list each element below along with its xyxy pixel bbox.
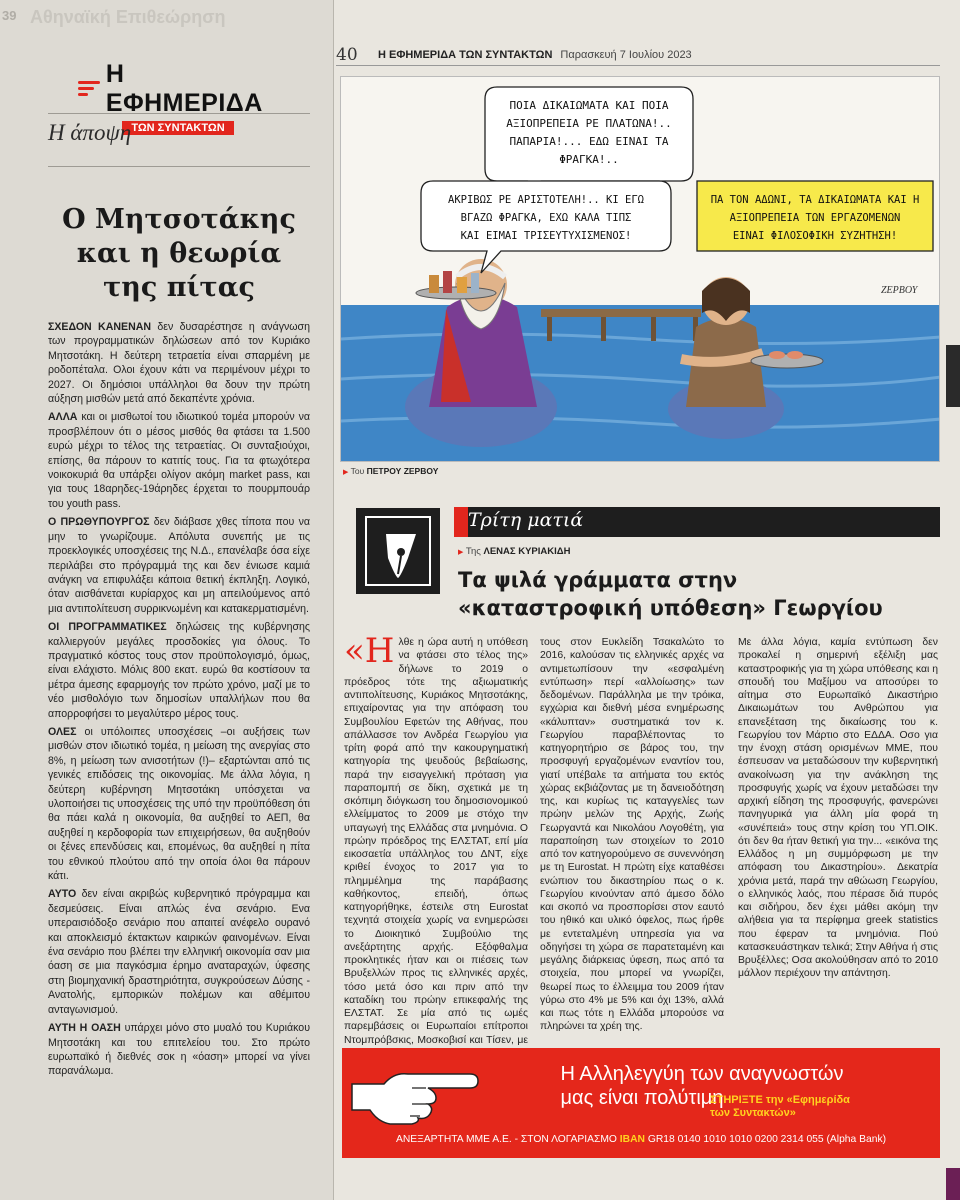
cartoon <box>340 76 940 462</box>
article-column-2: τους στον Ευκλείδη Τσακαλώτο το 2016, καλούσαν τις ελληνικές αρχές να αντιμετωπίσουν την «εσφαλμένη εντύπωση» περί «αλλοίωσης» των δεδομένων. Παράλληλα με την τρόικα, εγχώρια και διεθνή μέσα ενημέρωσης «κάλυπταν» συστηματικά τον κ. Γεωργίου παραβλέποντας το κατηγορητήριο σε βάρος του, την προσφυγή εργαζομένων εναντίον του, γιατί υπέβαλε τα αιτήματα του εκτός χώρας εκβιάζοντας με τη δανειοδότηση της, και κυρίως τις καταγγελίες των πρώην μελών της Αρχής, Ζωής Γεωργαντά και Νικολάου Λογοθέτη, για παραποίηση των στοιχείων το 2010 από τον κατηγορούμενο σε συνεννόηση με τη Eurostat. Η πρώτη είχε καταθέσει ενώπιον του δικαστηρίου πως ο κ. Γεωργίου κινούνταν από άμεσο δόλο και σκοπό να προσπορίσει στον εαυτό του ηθικό και υλικό όφελος, πως ήρθε με εντεταλμένη υπηρεσία για να οδηγήσει τη χώρα σε παρατεταμένη και μεγάλης διάρκειας ύφεση, πως από τα στοιχεία, που μπορεί να γνωρίζει, θεωρεί πως το έλλειμμα του 2009 ήταν γύρω στο 4% με 5% και όχι 13%, αλλά και πως τότε η Ελλάδα μπορούσε να πληρώνει τα χρέη της. <box>540 637 724 1033</box>
article-byline: ▶ Της ΛΕΝΑΣ ΚΥΡΙΑΚΙΔΗ <box>458 546 571 557</box>
paragraph: ΟΛΕΣ οι υπόλοιπες υποσχέσεις –οι αυξήσεις των μισθών στον ιδιωτικό τομέα, η μείωση της ανεργίας στο 8%, η μείωση των ανισοτήτων (!)– εξαρτώνται από τις γενικές επιδόσεις της οικονομίας. Με άλλα λόγια, η δεύτερη κυβέρνηση Μητσοτάκη υπόσχεται να υλοποιήσει τις υποσχέσεις της υπό την προϋπόθεση ότι θα πάει καλά η οικονομία, θα αυξηθεί το ΑΕΠ, θα αυξηθεί η κερδοφορία των επιχειρήσεων, θα αυξηθούν οι ξένες επενδύσεις και, επομένως, θα αυξηθεί η πίτα του εθνικού πλούτου από την οποία όλοι θα πάρουν κάτι. <box>48 725 310 883</box>
divider <box>48 166 310 167</box>
bubble2-line: ΑΚΡΙΒΩΣ ΡΕ ΑΡΙΣΤΟΤΕΛΗ!.. ΚΙ ΕΓΩ <box>448 194 644 206</box>
opinion-body <box>48 320 310 1083</box>
edge-marker <box>946 345 960 407</box>
cartoon-caption: ▶ Του ΠΕΤΡΟΥ ΖΕΡΒΟΥ <box>343 466 439 476</box>
paragraph: Ο ΠΡΩΘΥΠΟΥΡΓΟΣ δεν διάβασε χθες τίποτα που να μην το γνωρίζουμε. Απόλυτα συνεπής με τις προεκλογικές υποσχέσεις της Ν.Δ., επανέλαβε όσα είχε περιλάβει στο πρόγραμμά της και δεν ένιωσε καμιά ανάγκη να επιφυλάξει κάποια θετική έκπληξη. Λογικό, όταν αισθάνεται κυρίαρχος και μη απειλούμενος από μια αντιπολίτευση συρρικνωμένη και κατακερματισμένη. <box>48 516 310 615</box>
bubble1-line: ΠΑΠΑΡΙΑ!... ΕΔΩ ΕΙΝΑΙ ΤΑ <box>509 135 669 148</box>
article-column-3: Με άλλα λόγια, καμία εντύπωση δεν προκαλεί η σημερινή εξέλιξη μας καταστροφικής για τη χώρα υπόθεσης και η σπουδή του Μαξίμου να αποσύρει το αίτημα στο Ευρωπαϊκό Δικαστήριο Δικαιωμάτων του Ανθρώπου για επανεξέταση της δικαίωσης του κ. Γεωργίου τον Μάρτιο στο ΕΔΔΑ. Οσο για την ένοχη στάση ορισμένων ΜΜΕ, που έσπευσαν να μεταδώσουν την κυβερνητική ανακοίνωση για την ανάκληση της προσφυγής χωρίς να έχουν μεταδώσει την αρχική είδηση της προσφυγής, φανερώνει πανηγυρικά για άλλη μία φορά τη «συνέπειά» τους στην κρίση του ΥΠ.ΟΙΚ. ότι δεν θα ήταν θετική για την... «εικόνα της Ελλάδος η μη συμμόρφωση με την απόφαση του Δικαστηρίου». Δεκατρία χρόνια μετά, παρά την αθώωση Γεωργίου, ο ελληνικός λαός, που πέρασε διά πυρός και σιδήρου, δεν έχει μάθει ακόμη την αλήθεια για τα περίφημα greek statistics που έφεραν τα μνημόνια. Πού κατασκευάστηκαν τελικά; Στην Αθήνα ή στις Βρυξέλλες; Οσα ακολούθησαν από το 2010 μάλλον περιέχουν την απάντηση. <box>738 637 938 980</box>
bubble1-line: ΑΞΙΟΠΡΕΠΕΙΑ ΡΕ ΠΛΑΤΩΝΑ!.. <box>506 117 672 130</box>
drop-cap: «Η <box>344 631 395 671</box>
ad-title: Η Αλληλεγγύη των αναγνωστών μας είναι πολύτιμη <box>560 1063 844 1109</box>
logo-flag-icon <box>78 80 100 98</box>
caption-box-line: ΠΑ ΤΟΝ ΑΔΩΝΙ, ΤΑ ΔΙΚΑΙΩΜΑΤΑ ΚΑΙ Η <box>710 194 920 206</box>
adjacent-page-number: 39 <box>2 8 17 23</box>
logo-sub-text: ΤΩΝ ΣΥΝΤΑΚΤΩΝ <box>122 121 234 135</box>
byline-arrow-icon: ▶ <box>458 549 464 556</box>
article-column-1: «Ηλθε η ώρα αυτή η υπόθεση να φτάσει στο τέλος της» δήλωνε το 2019 ο πρόεδρος τότε της αξιωματικής αντιπολίτευσης, Κυριάκος Μητσοτάκης, επιχαίροντας για την απόφαση του Συμβουλίου Εφετών της Αθήνας, που απάλλασσε τον Ανδρέα Γεωργίου για τρίτη φορά από την κακουργηματική κατηγορία της ψευδούς βεβαίωσης, παρά την εισαγγελική πρόταση για παραπομπή σε δίκη, σχετικά με τη σκόπιμη διόγκωση του δημοσιονομικού ελλείμματος το 2009 με στόχο την υπαγωγή της Ελλάδας στα μνημόνια. Ο πρώην πρόεδρος της ΕΛΣΤΑΤ, επί μία εικοσαετία υπάλληλος του ΔΝΤ, είχε κριθεί ένοχος το 2017 για το πλημμέλημα της παράβασης καθήκοντος, επειδή, όπως κατηγορήθηκε, έστειλε στη Eurostat τεχνητά στοιχεία χωρίς να ενημερώσει το Διοικητικό Συμβούλιο της ανεξάρτητης αρχής. Εξόφθαλμα προκλητικές ήταν και οι πιέσεις των Βρυξελλών προς τις ελληνικές αρχές, τόσο μετά όσο και πριν από την καταδίκη του πρώην επικεφαλής της ΕΛΣΤΑΤ. Σε μία από τις ωμές παρεμβάσεις οι Ευρωπαίοι επίτροποι Ντομπρόβσκις, Μοσκοβισί και Τίσεν, με <box>344 631 528 1046</box>
paragraph: ΑΥΤΗ Η ΟΑΣΗ υπάρχει μόνο στο μυαλό του Κυριάκου Μητσοτάκη και του επιτελείου του. Στο πρώτο ευρωπαϊκό ή διεθνές σοκ η «όαση» μπορεί να γίνει παρανάλωμα. <box>48 1022 310 1078</box>
divider <box>48 113 310 114</box>
caption-arrow-icon: ▶ <box>343 469 349 476</box>
cartoon-illustration <box>341 77 940 462</box>
bubble1-line: ΠΟΙΑ ΔΙΚΑΙΩΜΑΤΑ ΚΑΙ ΠΟΙΑ <box>509 99 669 112</box>
pen-nib-icon <box>356 508 440 594</box>
ad-bank-details: ΑΝΕΞΑΡΤΗΤΑ ΜΜΕ Α.Ε. - ΣΤΟΝ ΛΟΓΑΡΙΑΣΜΟ IBAN GR18 0140 1010 1010 0200 2314 055 (Alpha Bank) <box>395 1134 887 1145</box>
paragraph: ΑΥΤΟ δεν είναι ακριβώς κυβερνητικό πρόγραμμα και δεσμεύσεις. Είναι απλώς ένα σενάριο. Ενα υπεραισιόδοξο σενάριο που απαιτεί ανέφελο ουρανό και αποκλεισμό έκτακτων καιρικών φαινομένων. Είναι ένα σενάριο που βλέπει την ελληνική οικονομία σαν μια όαση σε μια παγκόσμια έρημο αναταραχών, ύφεσης στη βιομηχανική δραστηριότητα, συγκρούσεων Δύσης - Ανατολής, εμπορικών πολέμων και αθέμιτου ανταγωνισμού. <box>48 888 310 1016</box>
paragraph: ΑΛΛΑ και οι μισθωτοί του ιδιωτικού τομέα μπορούν να προσβλέπουν ότι ο μέσος μισθός θα φτάσει τα 1.500 ευρώ μέχρι το τέλος της τετραετίας. Οι συνταξιούχοι, επίσης, θα πάρουν το κατιτίς τους. Για τα φτωχότερα νοικοκυριά θα υπάρξει ολίγον ακόμη market pass, και για τους 18αρηδες-19άρηδες έρχεται το πουρμπουάρ του youth pass. <box>48 411 310 510</box>
caption-box-line: ΑΞΙΟΠΡΕΠΕΙΑ ΤΩΝ ΕΡΓΑΖΟΜΕΝΩΝ <box>729 212 901 224</box>
adjacent-page-title: Αθηναϊκή Επιθεώρηση <box>30 7 226 27</box>
bubble1-line: ΦΡΑΓΚΑ!.. <box>559 153 619 166</box>
opinion-column <box>0 0 334 1200</box>
header-date: Παρασκευή 7 Ιουλίου 2023 <box>560 48 692 61</box>
caption-box-line: ΕΙΝΑΙ ΦΙΛΟΣΟΦΙΚΗ ΣΥΖΗΤΗΣΗ! <box>732 230 898 242</box>
solidarity-ad <box>342 1048 940 1158</box>
paragraph: ΣΧΕΔΟΝ ΚΑΝΕΝΑΝ δεν δυσαρέστησε η ανάγνωση των προγραμματικών δηλώσεων από τον Κυριάκο Μητσοτάκη. Η δεύτερη τετραετία είναι σπαρμένη με ροδοπέταλα. Ολοι έχουν κάτι να περιμένουν μέχρι το 2027. Οι δημόσιοι υπάλληλοι θα δουν την πρώτη αύξηση μισθών μετά από δεκαπέντε χρόνια. <box>48 321 310 406</box>
cartoonist-signature: ΖΕΡΒΟΥ <box>881 285 918 296</box>
bubble2-line: ΚΑΙ ΕΙΜΑΙ ΤΡΙΣΕΥΤΥΧΙΣΜΕΝΟΣ! <box>460 230 632 242</box>
section-label: Η άποψη <box>48 120 132 145</box>
logo-main-text: Η ΕΦΗΜΕΡΙΔΑ <box>105 60 263 117</box>
article-title: Τα ψιλά γράμματα στην «καταστροφική υπόθεση» Γεωργίου <box>458 568 883 620</box>
header-paper-name: Η ΕΦΗΜΕΡΙΔΑ ΤΩΝ ΣΥΝΤΑΚΤΩΝ <box>378 48 553 61</box>
edge-marker <box>946 1168 960 1200</box>
ad-call-to-action: ΣΤΗΡΙΞΤΕ την «Εφημερίδα των Συντακτών» <box>710 1094 850 1119</box>
paragraph: ΟΙ ΠΡΟΓΡΑΜΜΑΤΙΚΕΣ δηλώσεις της κυβέρνησης καλλιεργούν μεγάλες προσδοκίες για όλους. Το πραγματικό κόστος τους στον προϋπολογισμό, όμως, είναι ελάχιστο. Μόλις 800 εκατ. ευρώ θα κοστίσουν τα μέτρα άμεσης εφαρμογής τον πρώτο χρόνο, μαζί με το νέο μισθολόγιο των δημοσίων υπαλλήλων που θα απορροφήσει το μεγαλύτερο μέρος τους. <box>48 621 310 720</box>
opinion-title: Ο Μητσοτάκης και η θεωρία της πίτας <box>62 204 296 303</box>
adjacent-page-edge <box>0 0 334 34</box>
page-header <box>336 44 940 66</box>
column-name: Τρίτη ματιά <box>468 509 584 531</box>
page-number: 40 <box>336 44 358 65</box>
bubble2-line: ΒΓΑΖΩ ΦΡΑΓΚΑ, ΕΧΩ ΚΑΛΑ ΤΙΠΣ <box>460 212 632 224</box>
